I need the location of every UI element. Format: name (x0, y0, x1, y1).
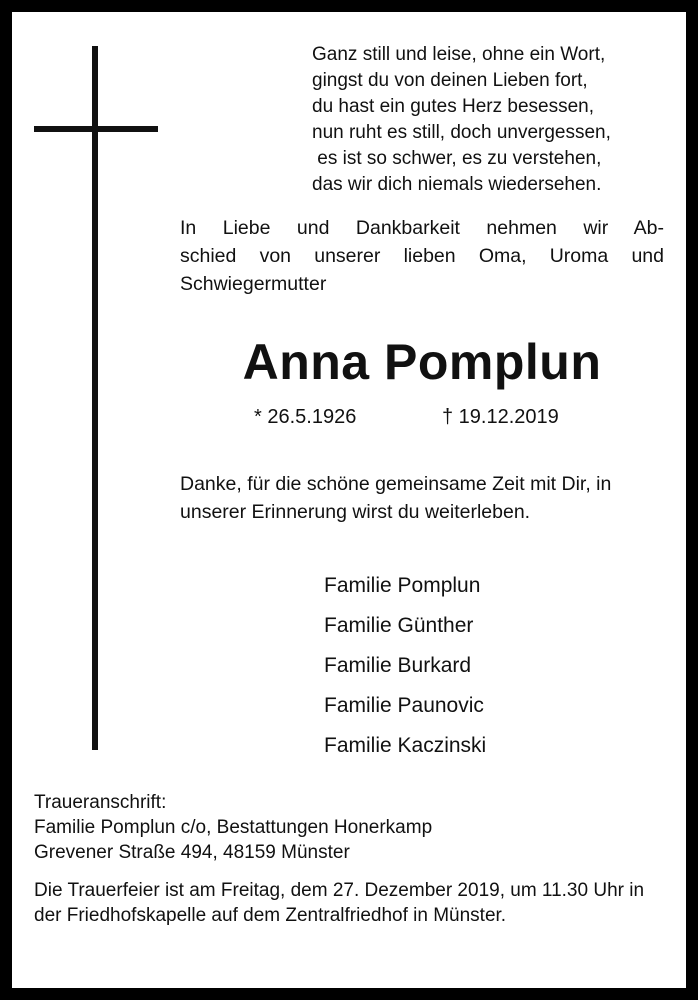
intro-line: Schwiegermutter (180, 273, 327, 295)
birth-date: * 26.5.1926 (254, 406, 357, 428)
address-line: Grevener Straße 494, 48159 Münster (34, 842, 350, 863)
family-list (324, 566, 486, 766)
family-name: Familie Paunovic (324, 694, 484, 717)
poem-line: es ist so schwer, es zu verstehen, (312, 148, 602, 169)
cross-icon-vertical-beam (92, 46, 98, 750)
memorial-poem (312, 42, 672, 198)
family-name: Familie Kaczinski (324, 734, 487, 757)
family-name: Familie Günther (324, 614, 474, 637)
poem-line: Ganz still und leise, ohne ein Wort, (312, 44, 606, 65)
thanks-message: Danke, für die schöne gemeinsame Zeit mit Dir, in unserer Erinnerung wirst du weiterleben. (180, 473, 612, 523)
poem-line: nun ruht es still, doch unvergessen, (312, 122, 611, 143)
farewell-intro (180, 214, 664, 298)
family-name: Familie Burkard (324, 654, 472, 677)
poem-line: das wir dich niemals wiedersehen. (312, 174, 602, 195)
address-line: Familie Pomplun c/o, Bestattungen Honerkamp (34, 817, 433, 838)
poem-line: du hast ein gutes Herz besessen, (312, 96, 595, 117)
mourning-address (34, 790, 674, 865)
poem-line: gingst du von deinen Lieben fort, (312, 70, 588, 91)
cross-icon-horizontal-beam (34, 126, 158, 132)
family-name: Familie Pomplun (324, 574, 481, 597)
deceased-name: Anna Pomplun (242, 334, 602, 390)
intro-line: In Liebe und Dankbarkeit nehmen wir Ab- (180, 217, 664, 239)
death-date: † 19.12.2019 (442, 406, 559, 428)
intro-line: schied von unserer lieben Oma, Uroma und (180, 245, 664, 267)
address-label: Traueranschrift: (34, 792, 167, 813)
funeral-ceremony-info: Die Trauerfeier ist am Freitag, dem 27. Dezember 2019, um 11.30 Uhr in der Friedhofskapelle auf dem Zentralfriedhof in Münster. (34, 880, 645, 926)
obituary-notice (12, 12, 686, 988)
